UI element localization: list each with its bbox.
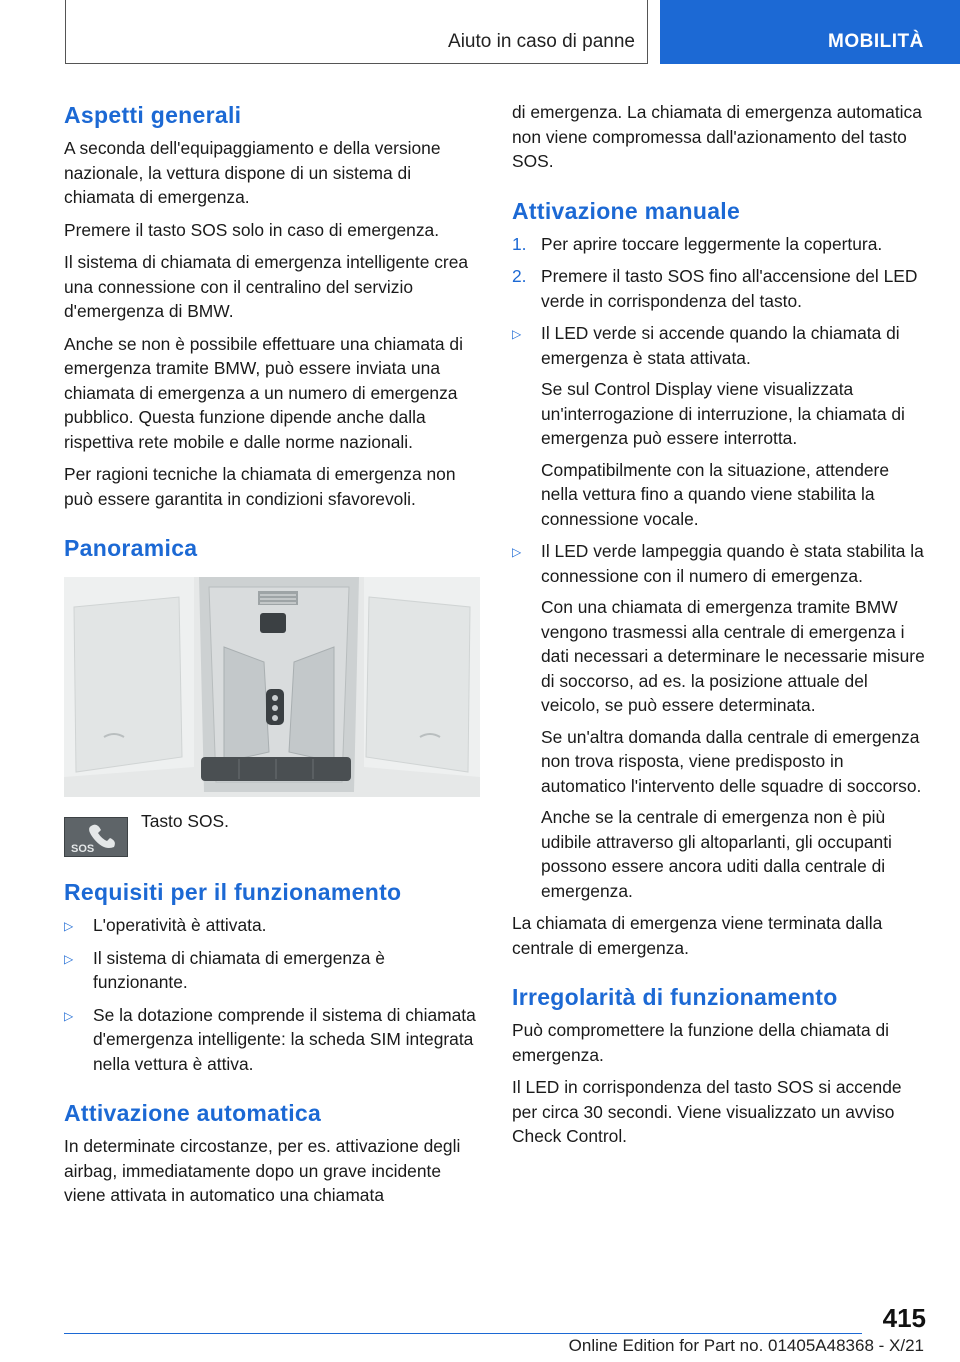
manual-heading: Attivazione manuale: [512, 197, 741, 224]
right-column: [512, 100, 930, 1157]
list-item: ▷ Il sistema di chiamata di emergenza è funzionante.: [64, 947, 385, 992]
overview-heading: Panoramica: [64, 535, 198, 561]
footer-edition: Online Edition for Part no. 01405A48368 - X/21: [568, 1336, 924, 1355]
roof-console-photo: [64, 577, 480, 797]
step-number: 1.: [512, 233, 527, 254]
header-section-box: [65, 0, 648, 64]
requirements-list: [64, 913, 480, 1076]
malfunction-heading: Irregolarità di funzionamento: [512, 984, 838, 1010]
bullet-triangle-icon: ▷: [512, 327, 522, 341]
list-item: 1. Per aprire toccare leggermente la copertura.: [512, 232, 930, 257]
auto-p1-continued: di emergenza. La chiamata di emergenza automatica non viene compromessa dall'azionamento del tasto SOS.: [512, 102, 922, 171]
sos-button-icon: [64, 817, 128, 857]
manual-steps: [512, 232, 930, 314]
svg-text:SOS: SOS: [71, 843, 95, 855]
general-heading: Aspetti generali: [64, 102, 242, 128]
malfunction-p2: Il LED in corrispondenza del tasto SOS si accende per circa 30 secondi. Viene visualizzato un avviso Check Control.: [512, 1077, 902, 1146]
requirements-heading: Requisiti per il funzionamento: [64, 879, 402, 905]
step-number: 2.: [512, 266, 527, 286]
header-section: Aiuto in caso di panne: [448, 31, 635, 52]
general-p2: Premere il tasto SOS solo in caso di emergenza.: [64, 219, 440, 240]
sos-caption-row: [64, 811, 480, 859]
footer-divider: [64, 1333, 862, 1334]
list-item: ▷ Il LED verde lampeggia quando è stata stabilita la connessione con il numero di emergenza. Con una chiamata di emergenza tramite BMW vengono trasmessi alla centrale di emergenza i dati necessari a determinare le necessarie misure di soccorso, ad es. la posizione attuale del veicolo, se può essere determinata. Se un'altra domanda dalla centrale di emergenza non trova risposta, viene predisposto in automatico l'intervento delle squadre di soccorso. Anche se la centrale di emergenza non è più udibile attraverso gli altoparlanti, gli occupanti possono essere ancora uditi dalla centrale di emergenza.: [512, 541, 925, 901]
list-item: ▷ Il LED verde si accende quando la chiamata di emergenza è stata attivata. Se sul Control Display viene visualizzata un'interrogazione di interruzione, la chiamata di emergenza può essere interrotta. Compatibilmente con la situazione, attendere nella vettura fino a quando viene stabilita la connessione vocale.: [512, 323, 905, 529]
list-item: ▷ L'operatività è attivata.: [64, 913, 480, 938]
list-item: ▷ Se la dotazione comprende il sistema di chiamata d'emergenza intelligente: la scheda SIM integrata nella vettura è attiva.: [64, 1004, 476, 1074]
header-chapter: MOBILITÀ: [828, 31, 924, 52]
sos-caption: Tasto SOS.: [141, 811, 229, 831]
auto-heading: Attivazione automatica: [64, 1100, 322, 1126]
malfunction-p1: Può compromettere la funzione della chiamata di emergenza.: [512, 1020, 890, 1065]
auto-p1: In determinate circostanze, per es. attivazione degli airbag, immediatamente dopo un grave incidente viene attivata in automatico una chiamata: [64, 1136, 461, 1205]
general-p1: A seconda dell'equipaggiamento e della versione nazionale, la vettura dispone di un sistema di chiamata di emergenza.: [64, 138, 441, 207]
header-chapter-tab[interactable]: [660, 0, 960, 64]
general-p3: Il sistema di chiamata di emergenza intelligente crea una connessione con il centralino del servizio d'emergenza di BMW.: [64, 252, 469, 321]
bullet-triangle-icon: ▷: [64, 951, 74, 966]
page-number: 415: [882, 1303, 926, 1333]
bullet-triangle-icon: ▷: [64, 1008, 74, 1023]
general-p5: Per ragioni tecniche la chiamata di emergenza non può essere garantita in condizioni sfavorevoli.: [64, 464, 456, 509]
manual-end: La chiamata di emergenza viene terminata dalla centrale di emergenza.: [512, 913, 883, 958]
list-item: 2. Premere il tasto SOS fino all'accensione del LED verde in corrispondenza del tasto.: [512, 266, 918, 311]
bullet-triangle-icon: ▷: [512, 545, 522, 559]
left-column: [64, 100, 480, 1216]
general-p4: Anche se non è possibile effettuare una chiamata di emergenza tramite BMW, può essere inviata una chiamata di emergenza a un numero di emergenza pubblico. Questa funzione dipende anche dalla rispettiva rete mobile e dalle norme nazionali.: [64, 333, 463, 452]
bullet-triangle-icon: ▷: [64, 919, 74, 933]
manual-bullets: [512, 321, 930, 903]
